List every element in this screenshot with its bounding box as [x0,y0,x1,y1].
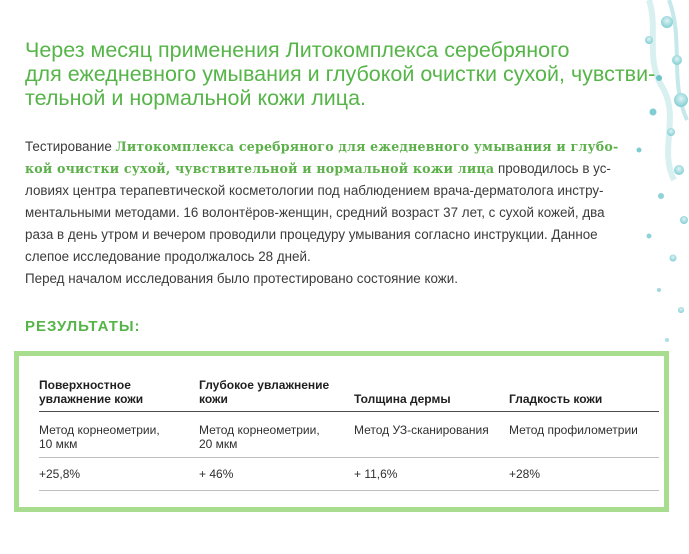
result-value: + 46% [199,467,234,481]
method-line: Метод УЗ-сканирования [354,423,489,437]
column-header [199,378,329,406]
paragraph-text: Тестирование [25,139,116,154]
header-line: увлажнение кожи [39,392,144,406]
paragraph-text: проводилось в ус- [494,161,611,176]
header-line: Гладкость кожи [509,392,603,406]
method-cell [509,423,638,437]
description-paragraph [25,136,665,290]
method-line: Метод корнеометрии, [39,423,160,437]
method-line: 10 мкм [39,437,78,451]
column-header [354,392,451,406]
result-value: +25,8% [39,467,81,481]
paragraph-line: Перед началом исследования было протестировано состояние кожи. [25,271,458,286]
paragraph-line: слепое исследование продолжалось 28 дней. [25,249,311,264]
headline-line: Через месяц применения Литокомплекса серебряного [25,38,570,62]
product-name-highlight: Литокомплекса серебряного для ежедневного умывания и глубо- [115,139,619,154]
header-line: Глубокое увлажнение [199,378,330,392]
headline-line: тельной и нормальной кожи лица. [25,86,367,110]
header-line: Толщина дермы [354,392,451,406]
method-cell [199,423,320,451]
paragraph-line: ментальными методами. 16 волонтёров-женщин, средний возраст 37 лет, с сухой кожей, два [25,205,605,220]
paragraph-line: раза в день утром и вечером проводили процедуру умывания согласно инструкции. Данное [25,227,598,242]
result-value: + 11,6% [354,467,398,481]
row-divider [39,457,659,458]
paragraph-line [25,158,665,180]
method-cell [354,423,489,437]
header-line: кожи [199,392,228,406]
header-divider [39,411,659,412]
product-name-highlight: кой очистки сухой, чувствительной и нормальной кожи лица [25,161,495,176]
headline-line: для ежедневного умывания и глубокой очистки сухой, чувстви- [25,62,656,86]
column-header [39,378,143,406]
paragraph-line [25,136,665,158]
result-value: +28% [509,467,541,481]
headline [25,38,665,110]
method-line: 20 мкм [199,437,238,451]
column-header [509,392,602,406]
method-line: Метод профилометрии [509,423,638,437]
results-table [14,351,669,512]
row-divider [39,490,659,491]
method-line: Метод корнеометрии, [199,423,320,437]
results-title: РЕЗУЛЬТАТЫ: [25,318,141,335]
header-line: Поверхностное [39,378,131,392]
paragraph-line: ловиях центра терапевтической косметологии под наблюдением врача-дерматолога инстру- [25,183,604,198]
method-cell [39,423,160,451]
